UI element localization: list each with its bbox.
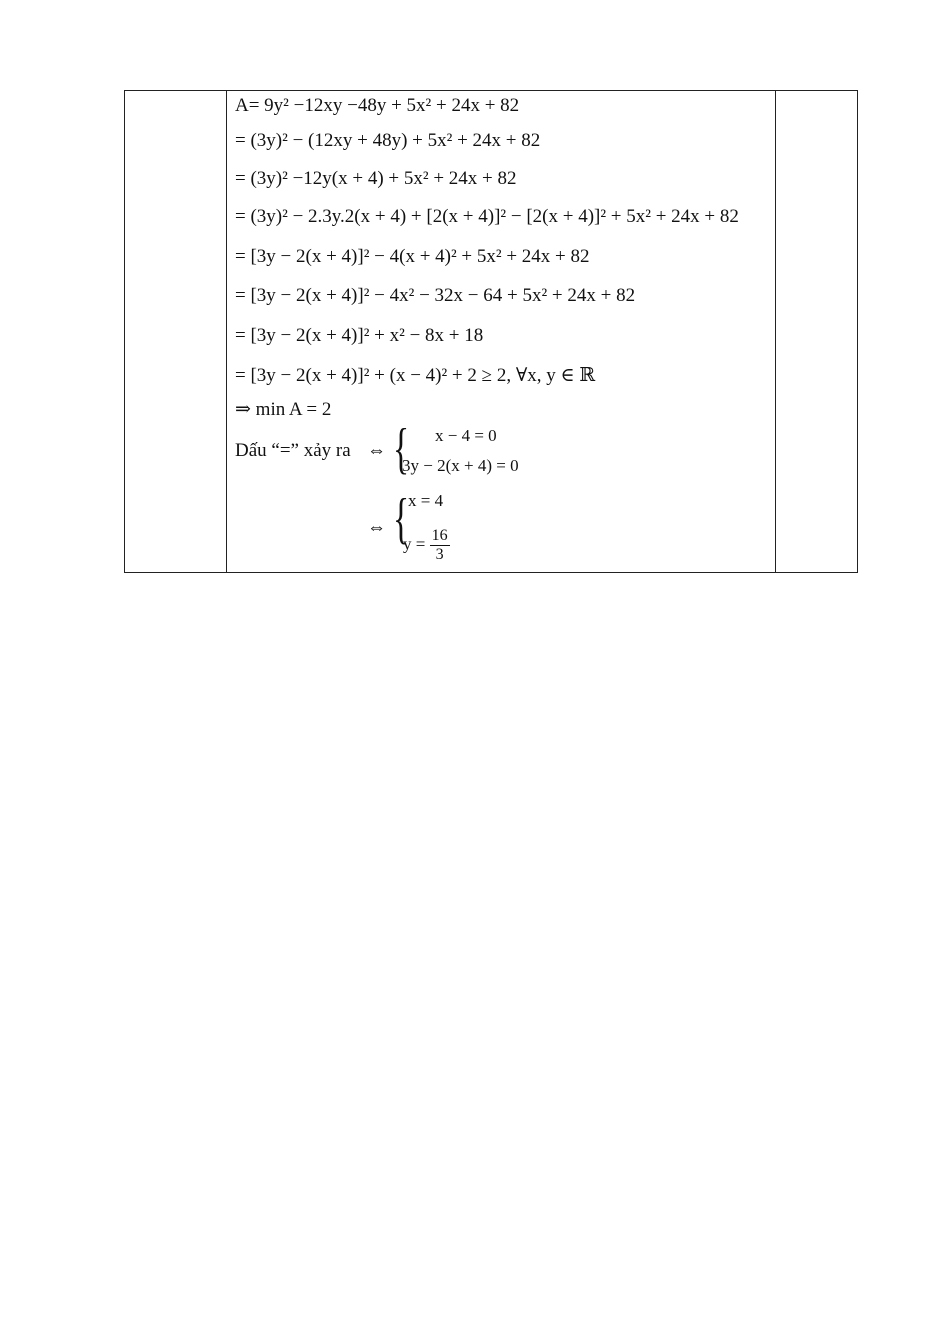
system2-y-label: y = [403,534,426,554]
fraction-numerator: 16 [431,527,448,544]
iff-symbol-2: ⇔ [367,517,386,538]
equation-line-6: = [3y − 2(x + 4)]² − 4x² − 32x − 64 + 5x² + 24x + 82 [235,285,636,306]
system1-eq1: x − 4 = 0 [435,426,497,445]
system-brace-2: { [393,488,410,550]
system2-y-value [403,527,450,564]
equation-line-1: A= 9y² −12xy −48y + 5x² + 24x + 82 [235,95,520,116]
equation-line-8: = [3y − 2(x + 4)]² + (x − 4)² + 2 ≥ 2, ∀x, y ∈ ℝ [235,365,596,386]
solution-cell [227,91,777,572]
conclusion-line: ⇒ min A = 2 [235,399,332,420]
left-column [125,91,227,572]
equation-line-3: = (3y)² −12y(x + 4) + 5x² + 24x + 82 [235,168,517,189]
equation-line-7: = [3y − 2(x + 4)]² + x² − 8x + 18 [235,325,484,346]
system2-x-value: x = 4 [408,491,444,510]
equation-line-2: = (3y)² − (12xy + 48y) + 5x² + 24x + 82 [235,130,541,151]
system1-eq2: 3y − 2(x + 4) = 0 [402,456,519,475]
fraction-denominator: 3 [435,546,444,563]
iff-symbol-1: ⇔ [367,440,386,461]
equation-line-5: = [3y − 2(x + 4)]² − 4(x + 4)² + 5x² + 24x + 82 [235,246,590,267]
score-column [775,91,857,572]
equality-condition-label: Dấu “=” xảy ra [235,440,351,461]
equation-line-4: = (3y)² − 2.3y.2(x + 4) + [2(x + 4)]² − [2(x + 4)]² + 5x² + 24x + 82 [235,206,739,227]
system-brace-1: { [393,418,410,480]
solution-table [124,90,858,573]
fraction-16-over-3 [430,527,450,564]
